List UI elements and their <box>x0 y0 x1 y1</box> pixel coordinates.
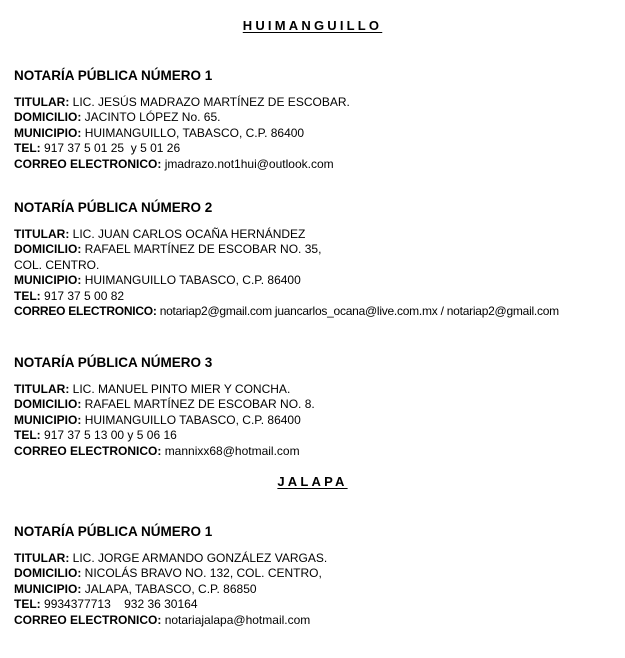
municipio-value: JALAPA, TABASCO, C.P. 86850 <box>84 581 257 596</box>
domicilio-label: DOMICILIO: <box>14 397 82 412</box>
domicilio-value: RAFAEL MARTÍNEZ DE ESCOBAR NO. 8. <box>84 397 315 412</box>
domicilio-value: RAFAEL MARTÍNEZ DE ESCOBAR NO. 35, <box>84 242 322 257</box>
correo-label: CORREO ELECTRONICO: <box>14 304 157 319</box>
tel-field <box>14 141 619 156</box>
tel-value: 917 37 5 13 00 y 5 06 16 <box>44 428 177 443</box>
titular-value: LIC. JESÚS MADRAZO MARTÍNEZ DE ESCOBAR. <box>72 95 350 109</box>
domicilio-field <box>14 242 619 257</box>
correo-field <box>14 444 619 459</box>
titular-label: TITULAR: <box>14 227 70 241</box>
correo-field <box>14 304 619 319</box>
section-title-jalapa: JALAPA <box>277 474 348 489</box>
domicilio-continuation: COL. CENTRO. <box>14 257 100 272</box>
tel-value: 917 37 5 00 82 <box>44 288 125 303</box>
domicilio-field <box>14 566 619 581</box>
correo-value: notariap2@gmail.com juancarlos_ocana@live.com.mx / notariap2@gmail.com <box>159 304 559 319</box>
section-title-huimanguillo: HUIMANGUILLO <box>242 18 383 33</box>
tel-label: TEL: <box>14 428 41 443</box>
correo-label: CORREO ELECTRONICO: <box>14 443 162 458</box>
municipio-label: MUNICIPIO: <box>14 581 82 596</box>
notary-block-huimanguillo-1 <box>14 68 619 172</box>
titular-field <box>14 227 619 242</box>
titular-field <box>14 95 619 110</box>
notary-block-jalapa-1 <box>14 524 619 628</box>
municipio-label: MUNICIPIO: <box>14 125 82 140</box>
tel-field <box>14 428 619 443</box>
municipio-value: HUIMANGUILLO, TABASCO, C.P. 86400 <box>84 125 305 140</box>
notary-title: NOTARÍA PÚBLICA NÚMERO 2 <box>14 200 213 215</box>
municipio-label: MUNICIPIO: <box>14 412 82 427</box>
tel-value: 9934377713 932 36 30164 <box>44 597 198 612</box>
correo-value: mannixx68@hotmail.com <box>164 443 300 458</box>
municipio-value: HUIMANGUILLO TABASCO, C.P. 86400 <box>84 412 301 427</box>
domicilio-value: JACINTO LÓPEZ No. 65. <box>84 110 221 125</box>
tel-field <box>14 597 619 612</box>
domicilio-label: DOMICILIO: <box>14 566 82 581</box>
domicilio-label: DOMICILIO: <box>14 242 82 257</box>
domicilio-field <box>14 397 619 412</box>
titular-value: LIC. JUAN CARLOS OCAÑA HERNÁNDEZ <box>72 227 306 241</box>
titular-field <box>14 551 619 566</box>
tel-label: TEL: <box>14 141 41 156</box>
correo-value: jmadrazo.not1hui@outlook.com <box>164 156 334 171</box>
notary-block-huimanguillo-2 <box>14 200 619 319</box>
tel-value: 917 37 5 01 25 y 5 01 26 <box>44 141 181 156</box>
titular-value: LIC. MANUEL PINTO MIER Y CONCHA. <box>72 382 291 396</box>
tel-label: TEL: <box>14 288 41 303</box>
titular-label: TITULAR: <box>14 551 70 565</box>
titular-label: TITULAR: <box>14 382 70 396</box>
titular-label: TITULAR: <box>14 95 70 109</box>
tel-field <box>14 289 619 304</box>
correo-field <box>14 613 619 628</box>
correo-field <box>14 157 619 172</box>
municipio-field <box>14 126 619 141</box>
domicilio-label: DOMICILIO: <box>14 110 82 125</box>
notary-title: NOTARÍA PÚBLICA NÚMERO 1 <box>14 524 213 539</box>
municipio-label: MUNICIPIO: <box>14 273 82 288</box>
municipio-field <box>14 413 619 428</box>
municipio-field <box>14 273 619 288</box>
correo-label: CORREO ELECTRONICO: <box>14 156 162 171</box>
municipio-value: HUIMANGUILLO TABASCO, C.P. 86400 <box>84 273 301 288</box>
domicilio-value: NICOLÁS BRAVO NO. 132, COL. CENTRO, <box>84 566 322 581</box>
domicilio-field <box>14 110 619 125</box>
notary-title: NOTARÍA PÚBLICA NÚMERO 3 <box>14 355 213 370</box>
correo-value: notariajalapa@hotmail.com <box>164 612 311 627</box>
notary-block-huimanguillo-3 <box>14 355 619 459</box>
titular-value: LIC. JORGE ARMANDO GONZÁLEZ VARGAS. <box>72 551 328 565</box>
titular-field <box>14 382 619 397</box>
tel-label: TEL: <box>14 597 41 612</box>
notary-title: NOTARÍA PÚBLICA NÚMERO 1 <box>14 68 213 83</box>
municipio-field <box>14 582 619 597</box>
correo-label: CORREO ELECTRONICO: <box>14 612 162 627</box>
